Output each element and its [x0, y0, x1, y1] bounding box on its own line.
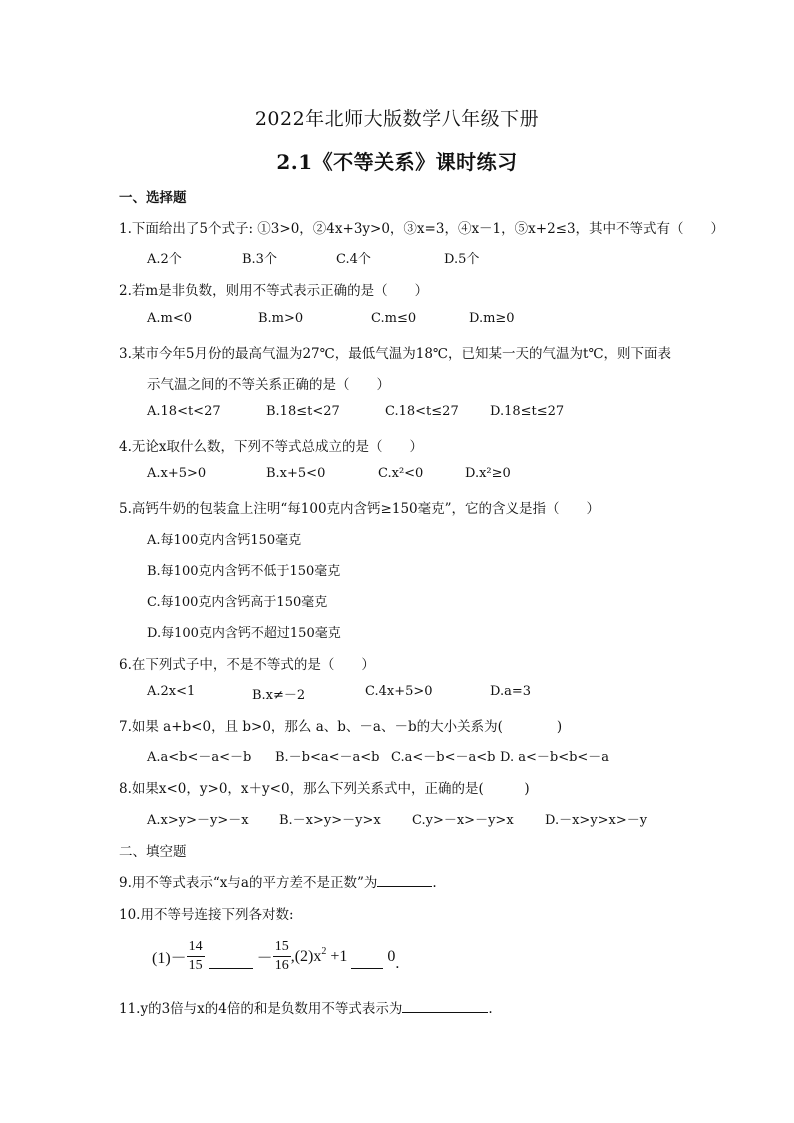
answer-blank — [402, 1000, 488, 1013]
option-d: D.5个 — [444, 252, 480, 267]
page-title: 2022年北师大版数学八年级下册 — [254, 108, 540, 130]
formula-end: . — [395, 954, 400, 972]
option-a: A.x>y>－y>－x — [147, 813, 249, 828]
option-c: C.m≤0 — [371, 311, 417, 326]
option-c: C.4个 — [336, 252, 371, 267]
option-a: A.x+5>0 — [147, 466, 207, 481]
option-b: B.m>0 — [258, 311, 304, 326]
answer-blank — [351, 958, 383, 969]
page-subtitle: 2.1《不等关系》课时练习 — [276, 150, 518, 174]
question-4: 4.无论x取什么数，下列不等式总成立的是（ ） — [119, 439, 423, 455]
option-a: A.a<b<－a<－b — [147, 750, 252, 765]
option-a: A.2个 — [147, 252, 182, 267]
option-c: C.x²<0 — [378, 466, 424, 481]
option-b: B.18≤t<27 — [266, 404, 340, 419]
formula-minus: － — [256, 950, 273, 967]
fraction-numerator: 15 — [273, 938, 291, 957]
option-a: A.每100克内含钙150毫克 — [147, 533, 302, 548]
question-11-text: 11.y的3倍与x的4倍的和是负数用不等式表示为 — [119, 1001, 403, 1017]
fraction-denominator: 15 — [188, 958, 203, 973]
answer-blank — [209, 958, 253, 969]
formula-part-2: ,(2)x — [290, 947, 322, 965]
option-d: D. a<－b<b<－a — [500, 750, 610, 765]
formula-part-1: (1)－ — [152, 950, 187, 967]
formula-exponent: 2 — [321, 946, 327, 957]
option-a: A.2x<1 — [147, 684, 196, 699]
option-b: B.x+5<0 — [266, 466, 326, 481]
option-c: C.18<t≤27 — [385, 404, 459, 419]
option-a: A.18<t<27 — [147, 404, 221, 419]
formula-zero: 0 — [387, 947, 396, 965]
option-c: C.每100克内含钙高于150毫克 — [147, 595, 328, 610]
option-d: D.18≤t≤27 — [490, 404, 565, 419]
fraction-15-16 — [273, 938, 291, 975]
option-d: D.－x>y>x>－y — [545, 813, 648, 828]
option-c: C.a<－b<－a<b — [391, 750, 496, 765]
section-heading-fill: 二、填空题 — [119, 844, 187, 860]
question-1: 1.下面给出了5个式子: ①3>0，②4x+3y>0，③x=3，④x－1，⑤x+2≤3，其中不等式有（ ） — [119, 221, 725, 237]
option-d: D.每100克内含钙不超过150毫克 — [147, 626, 341, 641]
option-d: D.a=3 — [490, 684, 532, 699]
option-b: B.3个 — [242, 252, 277, 267]
question-11 — [119, 997, 493, 1017]
answer-blank — [377, 874, 432, 887]
question-7: 7.如果 a+b<0，且 b>0，那么 a、b、－a、－b的大小关系为( ) — [119, 719, 563, 735]
fraction-numerator: 14 — [187, 938, 205, 957]
question-3: 3.某市今年5月份的最高气温为27℃，最低气温为18℃，已知某一天的气温为t℃，则下面表 — [119, 346, 672, 362]
option-c: C.y>－x>－y>x — [412, 813, 514, 828]
question-10: 10.用不等号连接下列各对数: — [119, 907, 294, 923]
question-9-end: . — [432, 875, 437, 891]
question-2: 2.若m是非负数，则用不等式表示正确的是（ ） — [119, 283, 429, 299]
option-b: B.－b<a<－a<b — [275, 750, 380, 765]
fraction-denominator: 16 — [274, 958, 289, 973]
option-a: A.m<0 — [147, 311, 193, 326]
option-d: D.x²≥0 — [465, 466, 511, 481]
fraction-14-15 — [187, 938, 205, 975]
question-8: 8.如果x<0，y>0，x＋y<0，那么下列关系式中，正确的是( ) — [119, 781, 530, 797]
section-heading-choice: 一、选择题 — [119, 190, 187, 206]
question-6: 6.在下列式子中，不是不等式的是（ ） — [119, 657, 375, 673]
question-10-formula — [152, 938, 399, 975]
question-3-line2: 示气温之间的不等关系正确的是（ ） — [147, 377, 390, 393]
option-b: B.每100克内含钙不低于150毫克 — [147, 564, 341, 579]
question-11-end: . — [488, 1001, 493, 1017]
option-d: D.m≥0 — [469, 311, 515, 326]
option-c: C.4x+5>0 — [365, 684, 433, 699]
question-9 — [119, 871, 437, 891]
formula-part-3: +1 — [330, 947, 348, 965]
option-b: B.x≠－2 — [252, 688, 306, 703]
question-9-text: 9.用不等式表示“x与a的平方差不是正数”为 — [119, 875, 378, 891]
option-b: B.－x>y>－y>x — [279, 813, 381, 828]
question-5: 5.高钙牛奶的包装盒上注明“每100克内含钙≥150毫克”，它的含义是指（ ） — [119, 501, 601, 517]
